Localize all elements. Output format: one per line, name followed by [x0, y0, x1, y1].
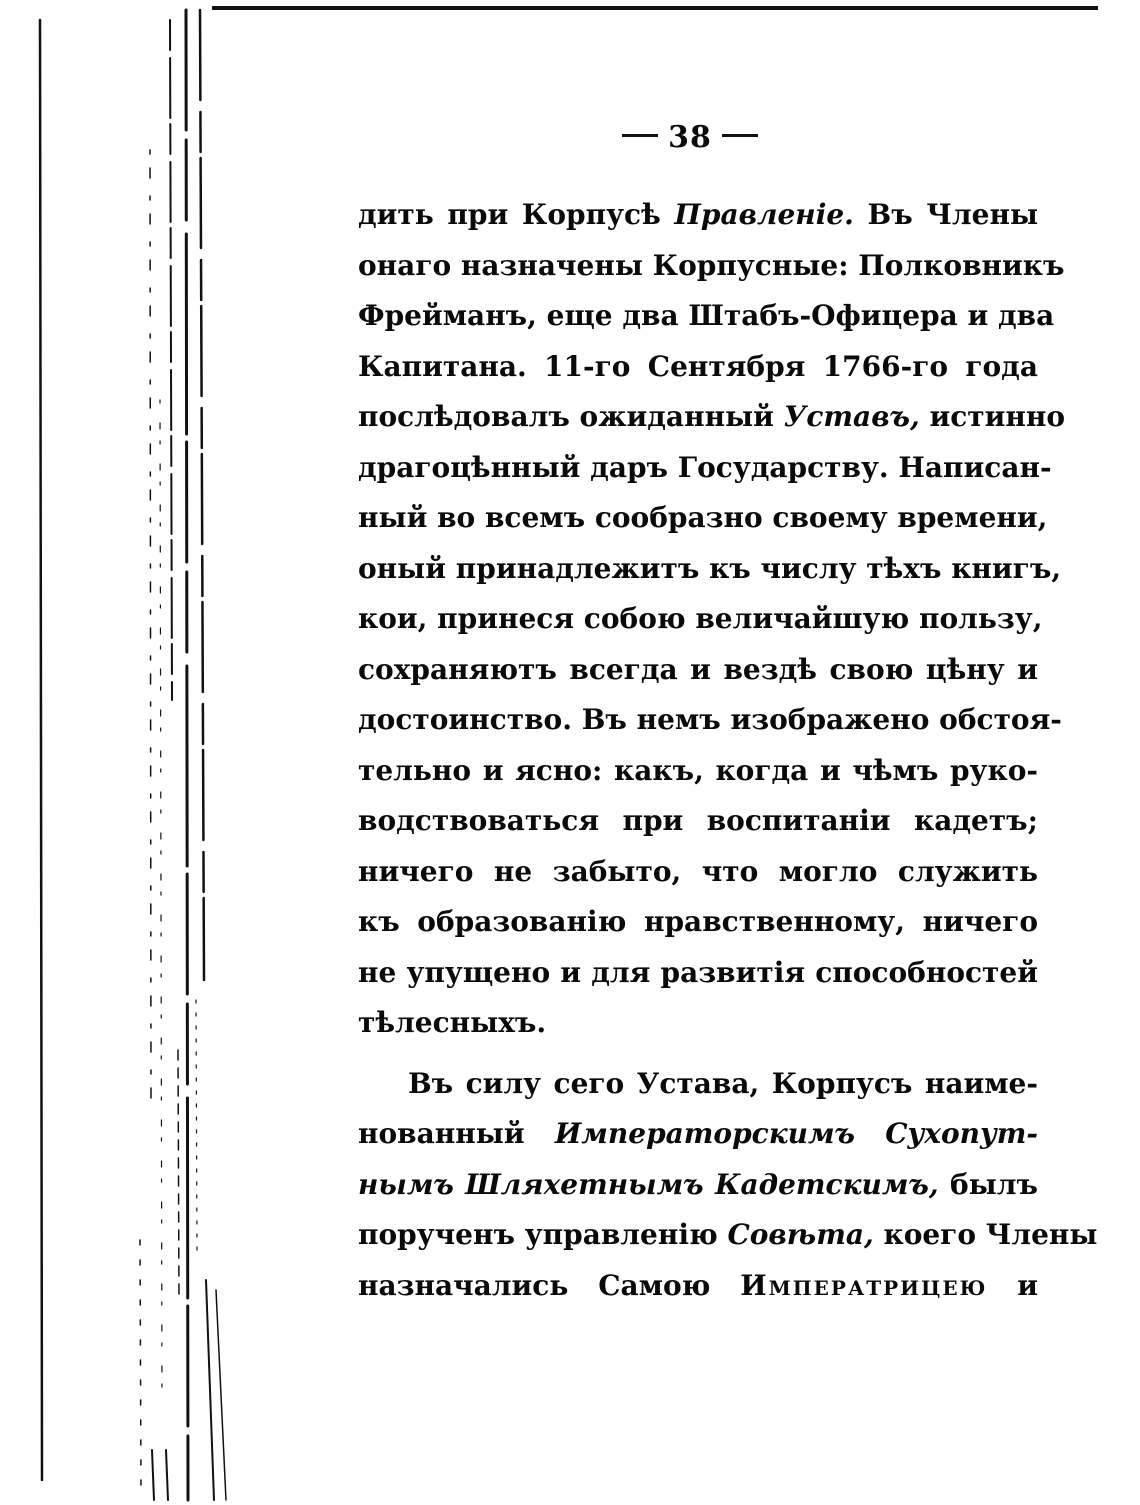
text-line	[358, 796, 1038, 847]
text-line	[358, 746, 1038, 797]
text-line	[358, 998, 1038, 1049]
page-number-dash-right	[722, 134, 758, 137]
text-line	[358, 241, 1065, 292]
text-line	[358, 1160, 1038, 1211]
text-line	[358, 443, 1052, 494]
text-line	[358, 190, 1038, 241]
text-run: Фрейманъ, еще два Штабъ-Офицера и два	[358, 299, 1055, 332]
text-run: послѣдовалъ ожиданный	[358, 400, 784, 433]
text-run: былъ	[938, 1167, 1039, 1201]
page-number-dash-left	[622, 134, 658, 137]
top-rule	[212, 6, 1098, 10]
text-run: назначались Самою	[358, 1268, 741, 1302]
text-line	[358, 291, 1055, 342]
text-run: не упущено и для развитія способностей	[358, 955, 1038, 989]
text-line	[358, 342, 1038, 393]
text-run: достоинство. Въ немъ изображено обстоя-	[358, 703, 1062, 736]
text-run: Императрицею	[740, 1268, 988, 1302]
text-run: Капитана. 11-го Сентября 1766-го года	[358, 349, 1038, 383]
text-run: коего Члены	[873, 1218, 1098, 1251]
text-line	[358, 645, 1038, 696]
paragraph-gap	[358, 1049, 1038, 1059]
paragraph-2	[358, 1059, 1098, 1312]
text-run: дить при Корпусѣ	[358, 198, 675, 231]
text-run: порученъ управленію	[358, 1218, 728, 1251]
body-text	[358, 190, 1098, 1311]
text-run: Въ силу сего Устава, Корпусъ наиме-	[408, 1066, 1038, 1100]
text-run: нованный	[358, 1117, 555, 1150]
page-number	[560, 120, 820, 155]
text-line	[358, 544, 1062, 595]
text-line	[358, 847, 1038, 898]
text-run: кои, принеся собою величайшую пользу,	[358, 602, 1043, 635]
text-run: къ образованію нравственному, ничего	[358, 905, 1038, 938]
text-line	[358, 1261, 1038, 1312]
text-run: и	[987, 1268, 1038, 1302]
text-run: Совѣта,	[727, 1218, 874, 1251]
text-run: драгоцѣнный даръ Государству. Написан-	[358, 450, 1052, 484]
text-run: ный во всемъ сообразно своему времени,	[358, 501, 1048, 534]
text-run: Правленіе.	[674, 198, 854, 231]
text-run: онаго назначены Корпусные: Полковникъ	[358, 248, 1065, 282]
paragraph-1	[358, 190, 1066, 1049]
page-number-value: 38	[668, 120, 712, 155]
text-run: Императорскимъ Сухопут-	[554, 1117, 1038, 1150]
text-line	[358, 1109, 1038, 1160]
text-run: Уставъ,	[783, 400, 920, 433]
text-line	[358, 1059, 1038, 1110]
text-run: сохраняютъ всегда и вездѣ свою цѣну и	[358, 652, 1038, 686]
text-run: тѣлесныхъ.	[358, 1006, 547, 1039]
text-line	[358, 594, 1043, 645]
text-line	[358, 897, 1038, 948]
text-run: Въ Члены	[853, 198, 1039, 231]
text-run: истинно	[919, 400, 1066, 433]
text-line	[358, 948, 1038, 999]
text-run: нымъ Шляхетнымъ Кадетскимъ,	[358, 1167, 939, 1201]
text-line	[358, 695, 1062, 746]
text-line	[358, 493, 1048, 544]
text-run: тельно и ясно: какъ, когда и чѣмъ руко-	[358, 753, 1038, 787]
text-line	[358, 1210, 1098, 1261]
text-line	[358, 392, 1066, 443]
text-run: оный принадлежитъ къ числу тѣхъ книгъ,	[358, 551, 1062, 585]
text-run: ничего не забыто, что могло служить	[358, 854, 1038, 888]
text-run: водствоваться при воспитаніи кадетъ;	[358, 804, 1038, 837]
